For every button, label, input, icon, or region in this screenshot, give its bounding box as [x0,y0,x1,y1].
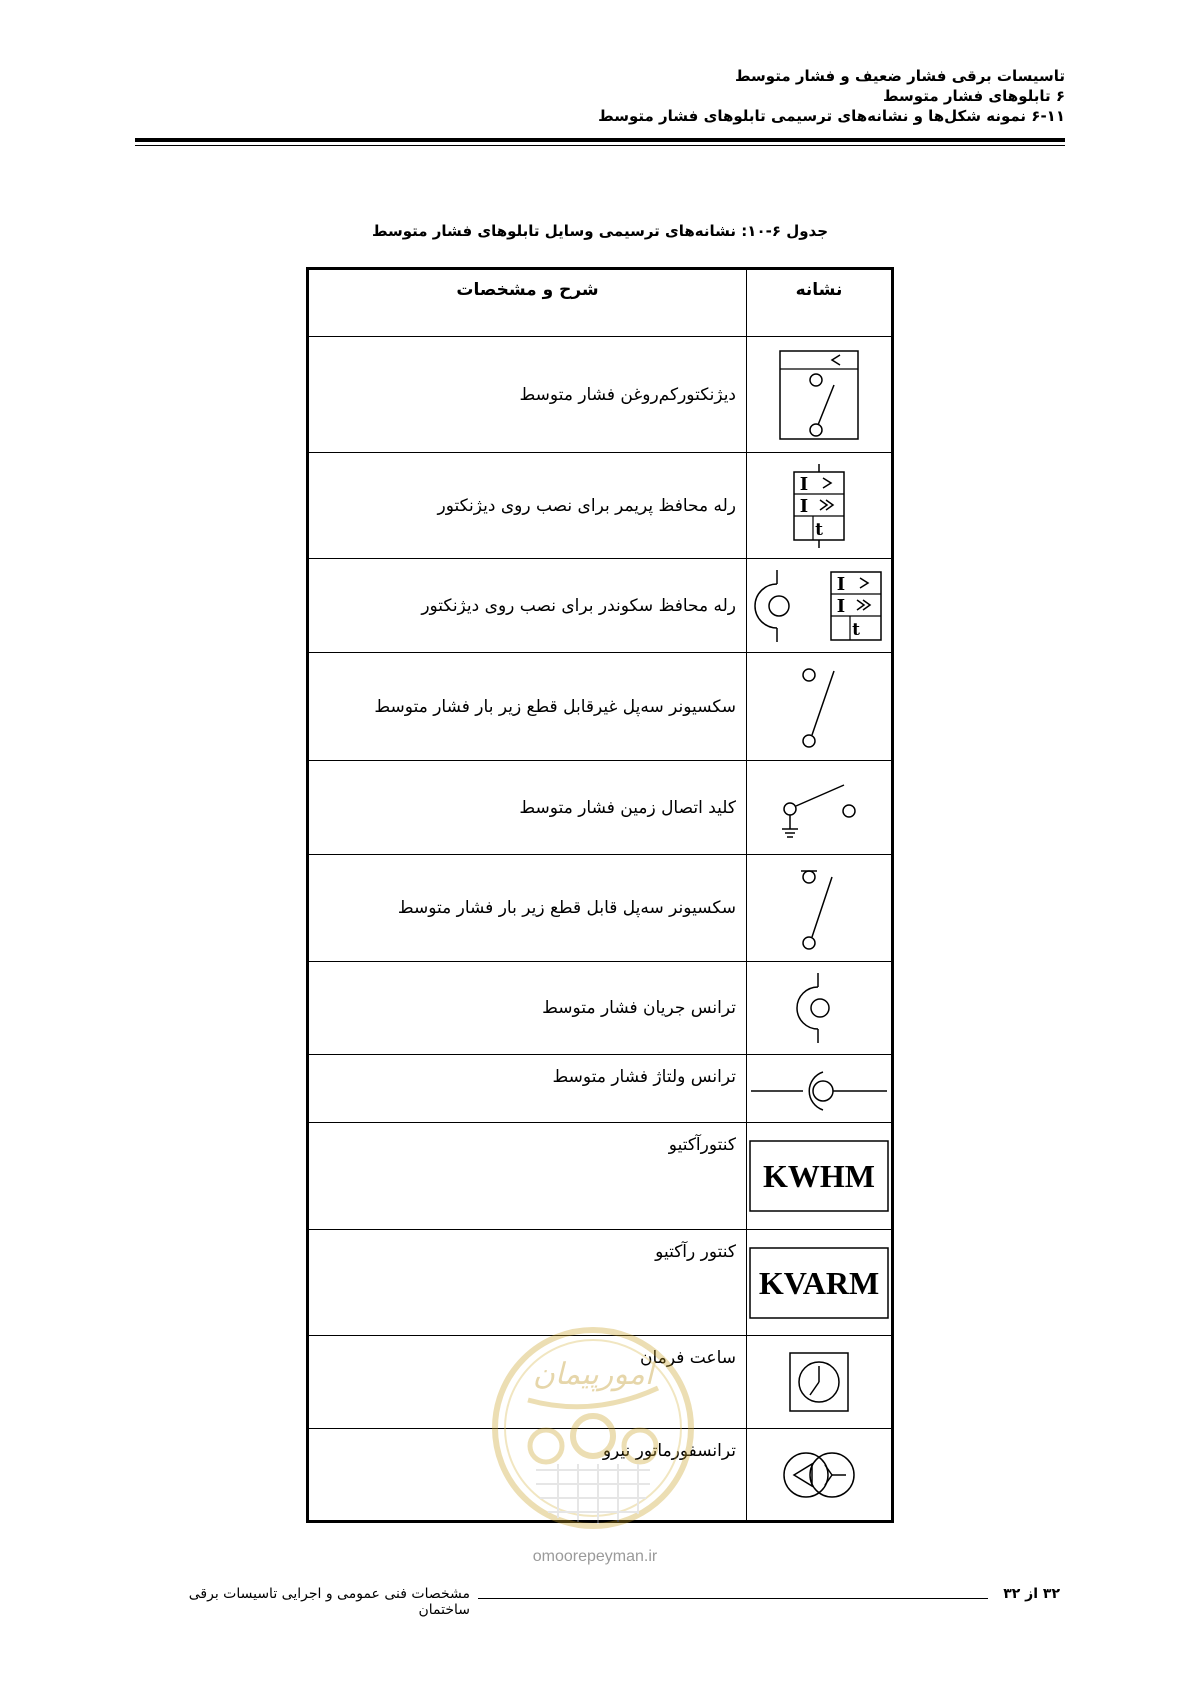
row-description: کنتور رآکتیو [308,1230,747,1336]
row-symbol [747,653,893,761]
table-row [308,1336,893,1429]
active-energy-meter-icon [748,1139,890,1213]
secondary-protection-relay-icon [749,568,889,644]
off-load-disconnector-icon [789,665,849,749]
relay-current-label-2: I [799,495,809,517]
relay-current-label-2: I [836,595,846,617]
earthing-switch-icon [774,773,864,843]
table-row [308,855,893,962]
header-line-2: ۶ تابلوهای فشار متوسط [882,87,1065,105]
table-row [308,761,893,855]
column-header-description: شرح و مشخصات [308,269,747,337]
table-row [308,337,893,453]
row-description: ترانسفورماتور نیرو [308,1429,747,1522]
row-symbol [747,962,893,1055]
row-symbol [747,559,893,653]
row-symbol [747,855,893,962]
table-row [308,1230,893,1336]
table-caption: جدول ۶-۱۰: نشانه‌های ترسیمی وسایل تابلوهای فشار متوسط [371,222,829,240]
power-transformer-icon [774,1448,864,1502]
meter-label-kvarm: KVARM [758,1264,880,1301]
seal-text: امورپیمان [532,1357,654,1392]
footer-rule [478,1598,988,1599]
table-row [308,559,893,653]
row-symbol [747,1230,893,1336]
relay-time-label: t [852,619,860,640]
table-row [308,1429,893,1522]
site-watermark: omoorepeyman.ir [532,1548,658,1565]
row-symbol [747,1429,893,1522]
row-description: دیژنکتورکم‌روغن فشار متوسط [308,337,747,453]
meter-label-kwhm: KWHM [763,1158,875,1194]
row-symbol [747,453,893,559]
row-description: ترانس ولتاژ فشار متوسط [308,1055,747,1123]
relay-current-label-1: I [836,573,846,595]
table-header-row [308,269,893,337]
row-description: کنتورآکتیو [308,1123,747,1230]
row-symbol [747,337,893,453]
row-description: ترانس جریان فشار متوسط [308,962,747,1055]
row-symbol [747,1336,893,1429]
header-rule-thick [135,138,1065,142]
reactive-energy-meter-icon [748,1246,890,1320]
column-header-symbol: نشانه [747,269,893,337]
relay-time-label: t [815,519,823,540]
row-symbol [747,1123,893,1230]
row-description: سکسیونر سه‌پل غیرقابل قطع زیر بار فشار متوسط [308,653,747,761]
table-row [308,653,893,761]
low-oil-circuit-breaker-icon [778,349,860,441]
voltage-transformer-icon [749,1064,889,1114]
row-description: رله محافظ پریمر برای نصب روی دیژنکتور [308,453,747,559]
current-transformer-icon [794,971,844,1045]
time-switch-clock-icon [788,1351,850,1413]
row-description: کلید اتصال زمین فشار متوسط [308,761,747,855]
table-row [308,1055,893,1123]
row-symbol [747,761,893,855]
load-break-switch-icon [789,865,849,951]
primary-protection-relay-icon [789,464,849,548]
symbols-table [306,267,894,1523]
row-description: سکسیونر سه‌پل قابل قطع زیر بار فشار متوسط [308,855,747,962]
row-symbol [747,1055,893,1123]
relay-current-label-1: I [799,473,809,495]
header-line-3: ۶-۱۱ نمونه شکل‌ها و نشانه‌های ترسیمی تابلوهای فشار متوسط [598,107,1065,125]
row-description: رله محافظ سکوندر برای نصب روی دیژنکتور [308,559,747,653]
row-description: ساعت فرمان [308,1336,747,1429]
footer-title: مشخصات فنی عمومی و اجرایی تاسیسات برقی ساختمان [188,1586,470,1618]
header-rule-thin [135,145,1065,146]
page-header [135,66,1065,126]
table-row [308,962,893,1055]
table-row [308,1123,893,1230]
header-line-1: تاسیسات برقی فشار ضعیف و فشار متوسط [734,67,1065,85]
page-number: ۳۲ از ۳۲ [1003,1586,1060,1602]
table-row [308,453,893,559]
